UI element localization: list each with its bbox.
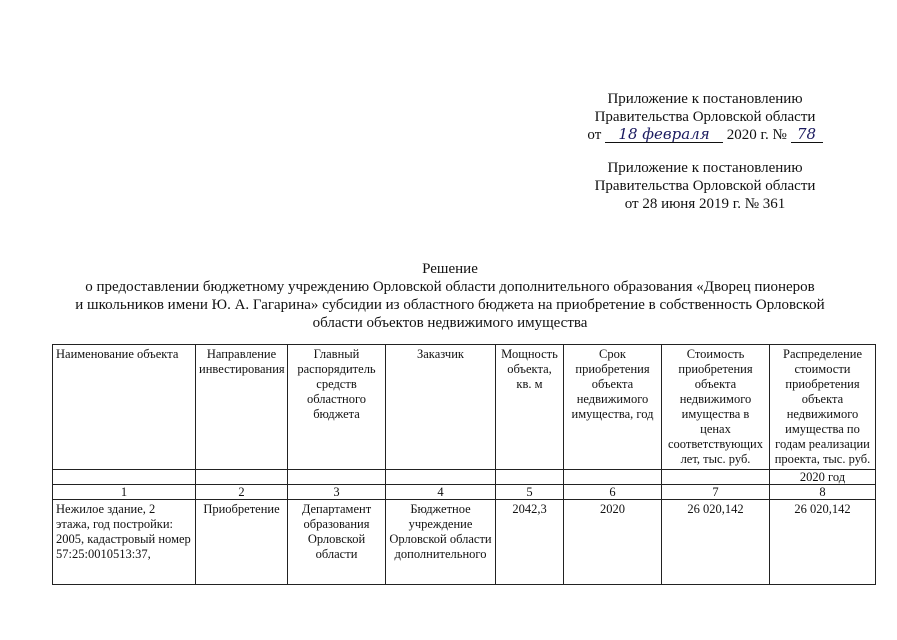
cell-direction: Приобретение bbox=[196, 500, 288, 585]
empty-cell bbox=[386, 470, 496, 485]
empty-cell bbox=[53, 470, 196, 485]
appendix-line: Правительства Орловской области bbox=[594, 109, 816, 125]
column-number: 3 bbox=[288, 485, 386, 500]
column-number: 6 bbox=[564, 485, 662, 500]
cell-distribution: 26 020,142 bbox=[770, 500, 876, 585]
appendix-previous-decree bbox=[585, 159, 825, 213]
header-row bbox=[53, 345, 876, 470]
column-number: 2 bbox=[196, 485, 288, 500]
decision-table bbox=[52, 344, 876, 585]
header-cell: Мощность объекта, кв. м bbox=[496, 345, 564, 470]
cell-customer: Бюджетное учреждение Орловской области дополнительного bbox=[386, 500, 496, 585]
header-cell: Распределение стоимости приобретения объекта недвижимого имущества по годам реализации проекта, тыс. руб. bbox=[770, 345, 876, 470]
column-number: 1 bbox=[53, 485, 196, 500]
appendix-line: Приложение к постановлению bbox=[607, 91, 803, 107]
cell-capacity: 2042,3 bbox=[496, 500, 564, 585]
appendix-line: Правительства Орловской области bbox=[594, 178, 816, 194]
header-cell: Срок приобретения объекта недвижимого имущества, год bbox=[564, 345, 662, 470]
header-cell: Заказчик bbox=[386, 345, 496, 470]
cell-manager: Департамент образования Орловской области bbox=[288, 500, 386, 585]
handwritten-date: 18 февраля bbox=[605, 127, 723, 143]
cell-object-name: Нежилое здание, 2 этажа, год постройки: 2005, кадастровый номер 57:25:0010513:37, bbox=[53, 500, 196, 585]
table-row bbox=[53, 500, 876, 585]
column-number: 8 bbox=[770, 485, 876, 500]
appendix-line: Приложение к постановлению bbox=[607, 160, 803, 176]
column-number: 7 bbox=[662, 485, 770, 500]
empty-cell bbox=[662, 470, 770, 485]
column-number-row bbox=[53, 485, 876, 500]
empty-cell bbox=[288, 470, 386, 485]
empty-cell bbox=[564, 470, 662, 485]
header-cell: Стоимость приобретения объекта недвижимого имущества в ценах соответствующих лет, тыс. руб. bbox=[662, 345, 770, 470]
appendix-current-decree bbox=[585, 90, 825, 144]
date-prefix: от bbox=[587, 127, 602, 143]
cell-cost: 26 020,142 bbox=[662, 500, 770, 585]
header-cell: Главный распорядитель средств областного бюджета bbox=[288, 345, 386, 470]
appendix-date-line bbox=[585, 126, 825, 144]
cell-term: 2020 bbox=[564, 500, 662, 585]
title-line: и школьников имени Ю. А. Гагарина» субсидии из областного бюджета на приобретение в собственность Орловской bbox=[75, 297, 825, 313]
handwritten-number: 78 bbox=[791, 127, 823, 143]
column-number: 5 bbox=[496, 485, 564, 500]
column-number: 4 bbox=[386, 485, 496, 500]
document-title bbox=[40, 260, 860, 332]
header-cell: Наименование объекта bbox=[53, 345, 196, 470]
title-heading: Решение bbox=[422, 261, 478, 277]
title-line: о предоставлении бюджетному учреждению Орловской области дополнительного образования «Дворец пионеров bbox=[85, 279, 815, 295]
header-cell: Направление инвестирования bbox=[196, 345, 288, 470]
appendix-line: от 28 июня 2019 г. № 361 bbox=[624, 196, 786, 212]
subheader-row bbox=[53, 470, 876, 485]
empty-cell bbox=[496, 470, 564, 485]
title-line: области объектов недвижимого имущества bbox=[312, 315, 588, 331]
empty-cell bbox=[196, 470, 288, 485]
year-subheader: 2020 год bbox=[770, 470, 876, 485]
date-year-text: 2020 г. № bbox=[726, 127, 787, 143]
